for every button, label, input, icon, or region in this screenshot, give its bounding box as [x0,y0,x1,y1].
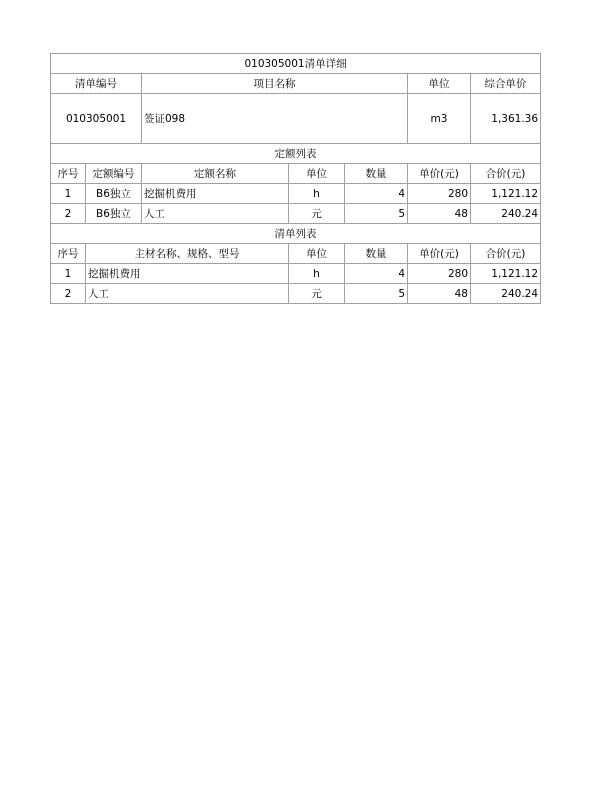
cell: 48 [408,204,471,224]
cell: 5 [345,204,408,224]
column-header: 单位 [289,164,345,184]
cell: 1,121.12 [471,184,541,204]
cell: 2 [51,284,86,304]
cell: h [289,184,345,204]
quota-section-title: 定额列表 [51,144,541,164]
bill-header-row [51,244,541,264]
cell: 2 [51,204,86,224]
cell: 240.24 [471,284,541,304]
cell: 人工 [86,284,289,304]
quota-header-row [51,164,541,184]
column-header: 定额编号 [86,164,142,184]
column-header: 主材名称、规格、型号 [86,244,289,264]
cell: 挖掘机费用 [142,184,289,204]
item-code: 010305001 [51,94,142,144]
cell: 1,121.12 [471,264,541,284]
unit-header: 单位 [408,74,471,94]
cell: B6独立 [86,184,142,204]
cell: 挖掘机费用 [86,264,289,284]
column-header: 合价(元) [471,244,541,264]
cell: 1 [51,264,86,284]
column-header: 定额名称 [142,164,289,184]
table-row [51,204,541,224]
price-header: 综合单价 [471,74,541,94]
cell: 48 [408,284,471,304]
bill-detail-table [50,53,541,304]
cell: 280 [408,184,471,204]
name-header: 项目名称 [142,74,408,94]
column-header: 单价(元) [408,244,471,264]
table-row [51,264,541,284]
item-price: 1,361.36 [471,94,541,144]
cell: 元 [289,204,345,224]
item-unit: m3 [408,94,471,144]
table-title: 010305001清单详细 [51,54,541,74]
item-name: 签证098 [142,94,408,144]
column-header: 单位 [289,244,345,264]
bill-section-title: 清单列表 [51,224,541,244]
table-row [51,184,541,204]
cell: 人工 [142,204,289,224]
cell: h [289,264,345,284]
cell: 5 [345,284,408,304]
code-header: 清单编号 [51,74,142,94]
column-header: 单价(元) [408,164,471,184]
table-row [51,284,541,304]
cell: 1 [51,184,86,204]
cell: 280 [408,264,471,284]
column-header: 数量 [345,164,408,184]
cell: 元 [289,284,345,304]
column-header: 数量 [345,244,408,264]
column-header: 合价(元) [471,164,541,184]
cell: 240.24 [471,204,541,224]
cell: B6独立 [86,204,142,224]
cell: 4 [345,184,408,204]
column-header: 序号 [51,164,86,184]
cell: 4 [345,264,408,284]
column-header: 序号 [51,244,86,264]
